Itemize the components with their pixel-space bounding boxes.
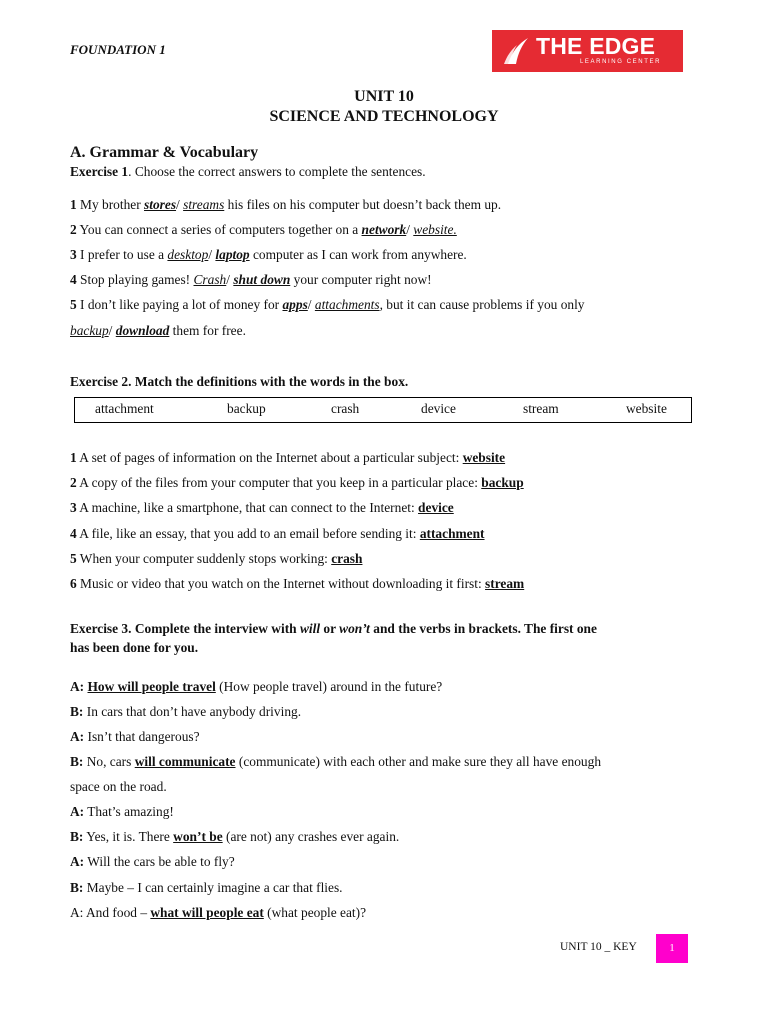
exercise-1-title: Exercise 1. Choose the correct answers to complete the sentences. <box>70 164 426 179</box>
exercise-2-item: 4 A file, like an essay, that you add to an email before sending it: attachment <box>70 526 485 541</box>
page-number-badge: 1 <box>656 934 688 963</box>
exercise-3-title-continuation: has been done for you. <box>70 640 199 655</box>
exercise-2-item: 5 When your computer suddenly stops working: crash <box>70 551 363 566</box>
word-box-item: website <box>626 401 667 416</box>
exercise-2-item: 1 A set of pages of information on the Internet about a particular subject: website <box>70 450 506 465</box>
word-box-item: stream <box>523 401 559 416</box>
dialogue-line: B: Yes, it is. There won’t be (are not) any crashes ever again. <box>70 829 400 844</box>
word-box-item: backup <box>227 401 266 416</box>
footer-label: UNIT 10 _ KEY <box>560 941 637 953</box>
dialogue-line: A: That’s amazing! <box>70 804 174 819</box>
exercise-1-item: 5 I don’t like paying a lot of money for apps/ attachments, but it can cause problems if you only <box>70 297 585 312</box>
exercise-1-item: 2 You can connect a series of computers together on a network/ website. <box>70 222 457 237</box>
dialogue-line: B: Maybe – I can certainly imagine a car that flies. <box>70 880 343 895</box>
dialogue-line: A: How will people travel (How people travel) around in the future? <box>70 679 443 694</box>
header-course-label: FOUNDATION 1 <box>70 42 166 57</box>
exercise-3-title: Exercise 3. Complete the interview with will or won’t and the verbs in brackets. The first one <box>70 621 597 636</box>
the-edge-logo <box>492 30 683 72</box>
word-box <box>74 397 692 423</box>
dialogue-line: B: In cars that don’t have anybody driving. <box>70 704 302 719</box>
exercise-1-item: 4 Stop playing games! Crash/ shut down your computer right now! <box>70 272 432 287</box>
dialogue-line-continuation: space on the road. <box>70 779 167 794</box>
dialogue-line: A: And food – what will people eat (what people eat)? <box>70 905 367 920</box>
dialogue-line: A: Will the cars be able to fly? <box>70 854 235 869</box>
exercise-2-item: 2 A copy of the files from your computer that you keep in a particular place: backup <box>70 475 524 490</box>
section-heading: A. Grammar & Vocabulary <box>70 144 259 161</box>
exercise-1-item: 1 My brother stores/ streams his files on his computer but doesn’t back them up. <box>70 197 502 212</box>
dialogue-line: B: No, cars will communicate (communicate) with each other and make sure they all have enough <box>70 754 602 769</box>
exercise-1-item: 3 I prefer to use a desktop/ laptop computer as I can work from anywhere. <box>70 247 467 262</box>
logo-name: THE EDGE <box>536 33 656 59</box>
logo-swoosh-icon <box>504 36 530 66</box>
word-box-item: attachment <box>95 401 154 416</box>
exercise-1-item-continuation: backup/ download them for free. <box>70 323 246 338</box>
exercise-2-title: Exercise 2. Match the definitions with the words in the box. <box>70 374 409 389</box>
dialogue-line: A: Isn’t that dangerous? <box>70 729 200 744</box>
unit-title: UNIT 10 <box>354 88 414 105</box>
word-box-item: crash <box>331 401 360 416</box>
logo-subtitle: LEARNING CENTER <box>580 59 662 65</box>
exercise-2-item: 6 Music or video that you watch on the Internet without downloading it first: stream <box>70 576 525 591</box>
exercise-2-item: 3 A machine, like a smartphone, that can connect to the Internet: device <box>70 500 454 515</box>
word-box-item: device <box>421 401 456 416</box>
unit-subject: SCIENCE AND TECHNOLOGY <box>269 108 499 125</box>
